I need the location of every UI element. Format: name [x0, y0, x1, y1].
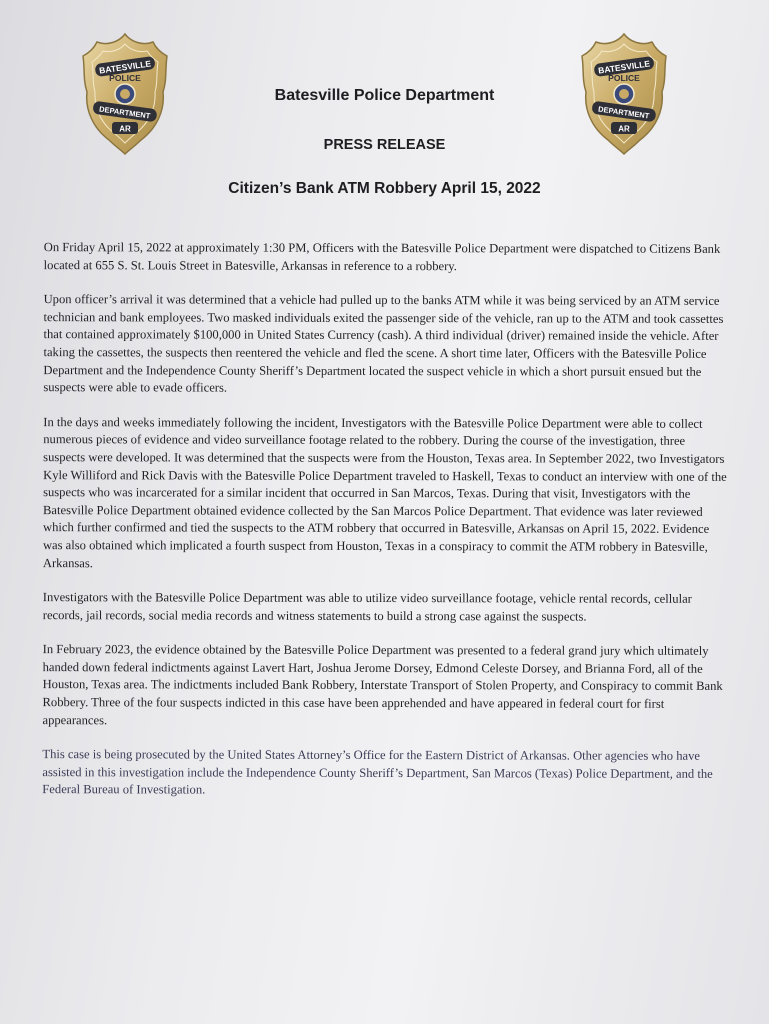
paragraph-investigation: In the days and weeks immediately following the incident, Investigators with the Batesville Police Department were able to collect numerous pieces of evidence and video surveillance footage related to the robbery. During the course of the investigation, three suspects were developed. It was determined that the suspects were from the Houston, Texas area. In September 2022, two Investigators Kyle Williford and Rick Davis with the Batesville Police Department traveled to Haskell, Texas to conduct an interview with one of the suspects who was incarcerated for a similar incident that occurred in San Marcos, Texas. During that visit, Investigators with the Batesville Police Department obtained evidence collected by the San Marcos Police Department. That evidence was later reviewed which further confirmed and tied the suspects to the ATM robbery that occurred in Batesville, Arkansas on April 15, 2022. Evidence was also obtained which implicated a fourth suspect from Houston, Texas in a conspiracy to commit the ATM robbery in Batesville, Arkansas. [42, 414, 727, 570]
svg-text:POLICE: POLICE [608, 73, 640, 83]
paragraph-prosecution: This case is being prosecuted by the United States Attorney’s Office for the Eastern District of Arkansas. Other agencies who have assisted in this investigation include the Independence County Sheriff’s Department, San Marcos (Texas) Police Department, and the Federal Bureau of Investigation. [42, 747, 713, 797]
release-body [42, 239, 728, 818]
svg-text:BATESVILLE: BATESVILLE [597, 58, 651, 76]
paragraph-arrival: Upon officer’s arrival it was determined that a vehicle had pulled up to the banks ATM while it was being serviced by an ATM service technician and bank employees. Two masked individuals exited the passenger side of the vehicle, ran up to the ATM and took cassettes that contained approximately $100,000 in United States Currency (cash). A third individual (driver) remained inside the vehicle. After taking the cassettes, the suspects then reentered the vehicle and fled the scene. A short time later, Officers with the Batesville Police Department and the Independence County Sheriff’s Department located the suspect vehicle in which a short pursuit ensued but the suspects were able to evade officers. [43, 292, 724, 395]
svg-text:BATESVILLE: BATESVILLE [98, 58, 152, 76]
department-title: Batesville Police Department [274, 87, 495, 104]
svg-text:DEPARTMENT: DEPARTMENT [98, 104, 151, 121]
release-type: PRESS RELEASE [323, 137, 446, 153]
svg-text:AR: AR [119, 124, 131, 134]
svg-text:AR: AR [618, 124, 630, 134]
paragraph-indictments: In February 2023, the evidence obtained by the Batesville Police Department was presented to a federal grand jury which ultimately handed down federal indictments against Lavert Hart, Joshua Jerome Dorsey, Edmond Celeste Dorsey, and Brianna Ford, all of the Houston, Texas area. The indictments included Bank Robbery, Interstate Transport of Stolen Property, and Conspiracy to commit Bank Robbery. Three of the four suspects indicted in this case have been apprehended and have appeared in federal court for first appearances. [42, 642, 723, 727]
paragraph-evidence: Investigators with the Batesville Police Department was able to utilize video surveillance footage, vehicle rental records, cellular records, jail records, social media records and witness statements to build a strong case against the suspects. [42, 590, 692, 624]
svg-text:DEPARTMENT: DEPARTMENT [597, 104, 650, 121]
release-headline: Citizen’s Bank ATM Robbery April 15, 2022 [228, 180, 541, 197]
paragraph-incident: On Friday April 15, 2022 at approximately 1:30 PM, Officers with the Batesville Police Department were dispatched to Citizens Bank located at 655 S. St. Louis Street in Batesville, Arkansas in reference to a robbery. [43, 240, 721, 273]
svg-text:POLICE: POLICE [109, 73, 141, 83]
